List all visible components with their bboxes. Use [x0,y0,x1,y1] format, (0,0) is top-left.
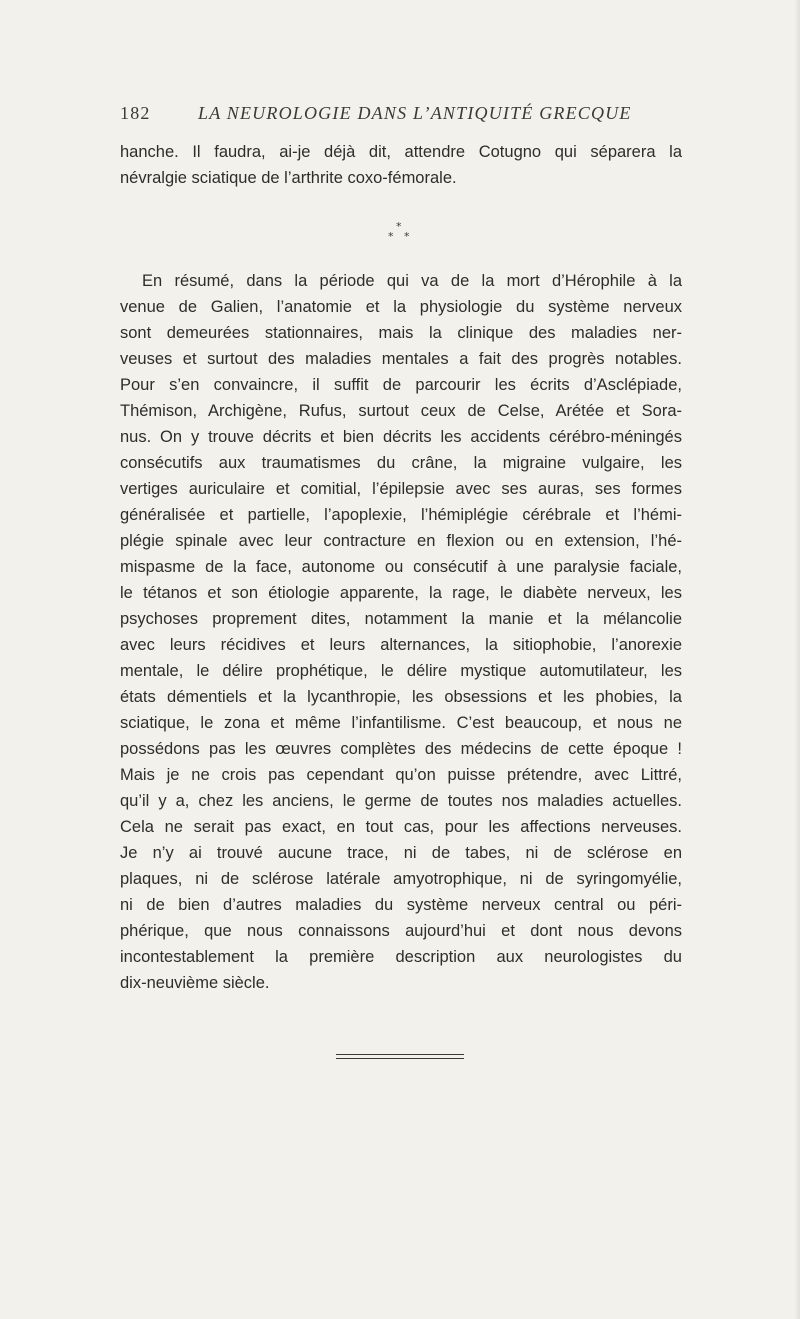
text-line: Pour s’en convaincre, il suffit de parcourir les écrits d’Asclépiade, [120,376,682,394]
text-line: mispasme de la face, autonome ou consécutif à une paralysie faciale, [120,558,682,576]
asterism-star: * [404,230,410,243]
page-edge-shadow [794,0,800,1319]
text-line: névralgie sciatique de l’arthrite coxo-fémorale. [120,169,457,187]
end-rule-top [336,1054,464,1055]
text-line: consécutifs aux traumatismes du crâne, la migraine vulgaire, les [120,454,682,472]
asterism-star: * [396,220,402,233]
text-line: hanche. Il faudra, ai-je déjà dit, attendre Cotugno qui séparera la [120,143,682,161]
text-line: Thémison, Archigène, Rufus, surtout ceux de Celse, Arétée et Sora- [120,402,682,420]
text-line: veuses et surtout des maladies mentales a fait des progrès notables. [120,350,682,368]
running-title: LA NEUROLOGIE DANS L’ANTIQUITÉ GRECQUE [198,103,632,123]
end-rule-bottom [336,1058,464,1059]
text-line: En résumé, dans la période qui va de la mort d’Hérophile à la [142,272,682,290]
running-header [120,103,680,125]
asterism-star: * [388,230,394,243]
text-line: psychoses proprement dites, notamment la manie et la mélancolie [120,610,682,628]
text-line: plégie spinale avec leur contracture en flexion ou en extension, l’hé- [120,532,682,550]
text-line: états démentiels et la lycanthropie, les obsessions et les phobies, la [120,688,682,706]
text-line: incontestablement la première description aux neurologistes du [120,948,682,966]
text-line: avec leurs récidives et leurs alternances, la sitiophobie, l’anorexie [120,636,682,654]
text-line: Je n’y ai trouvé aucune trace, ni de tabes, ni de sclérose en [120,844,682,862]
text-line: généralisée et partielle, l’apoplexie, l’hémiplégie cérébrale et l’hémi- [120,506,682,524]
page-number: 182 [120,103,151,123]
text-line: qu’il y a, chez les anciens, le germe de toutes nos maladies actuelles. [120,792,682,810]
text-line: nus. On y trouve décrits et bien décrits les accidents cérébro-méningés [120,428,682,446]
text-line: dix-neuvième siècle. [120,974,270,992]
text-line: possédons pas les œuvres complètes des médecins de cette époque ! [120,740,682,758]
text-line: sciatique, le zona et même l’infantilisme. C’est beaucoup, et nous ne [120,714,682,732]
text-line: sont demeurées stationnaires, mais la clinique des maladies ner- [120,324,682,342]
asterism-separator [384,221,416,251]
text-line: plaques, ni de sclérose latérale amyotrophique, ni de syringomyélie, [120,870,682,888]
text-line: Mais je ne crois pas cependant qu’on puisse prétendre, avec Littré, [120,766,682,784]
text-line: phérique, que nous connaissons aujourd’hui et dont nous devons [120,922,682,940]
text-line: mentale, le délire prophétique, le délire mystique automutilateur, les [120,662,682,680]
text-line: ni de bien d’autres maladies du système nerveux central ou péri- [120,896,682,914]
text-line: venue de Galien, l’anatomie et la physiologie du système nerveux [120,298,682,316]
text-line: Cela ne serait pas exact, en tout cas, pour les affections nerveuses. [120,818,682,836]
text-line: le tétanos et son étiologie apparente, la rage, le diabète nerveux, les [120,584,682,602]
text-line: vertiges auriculaire et comitial, l’épilepsie avec ses auras, ses formes [120,480,682,498]
